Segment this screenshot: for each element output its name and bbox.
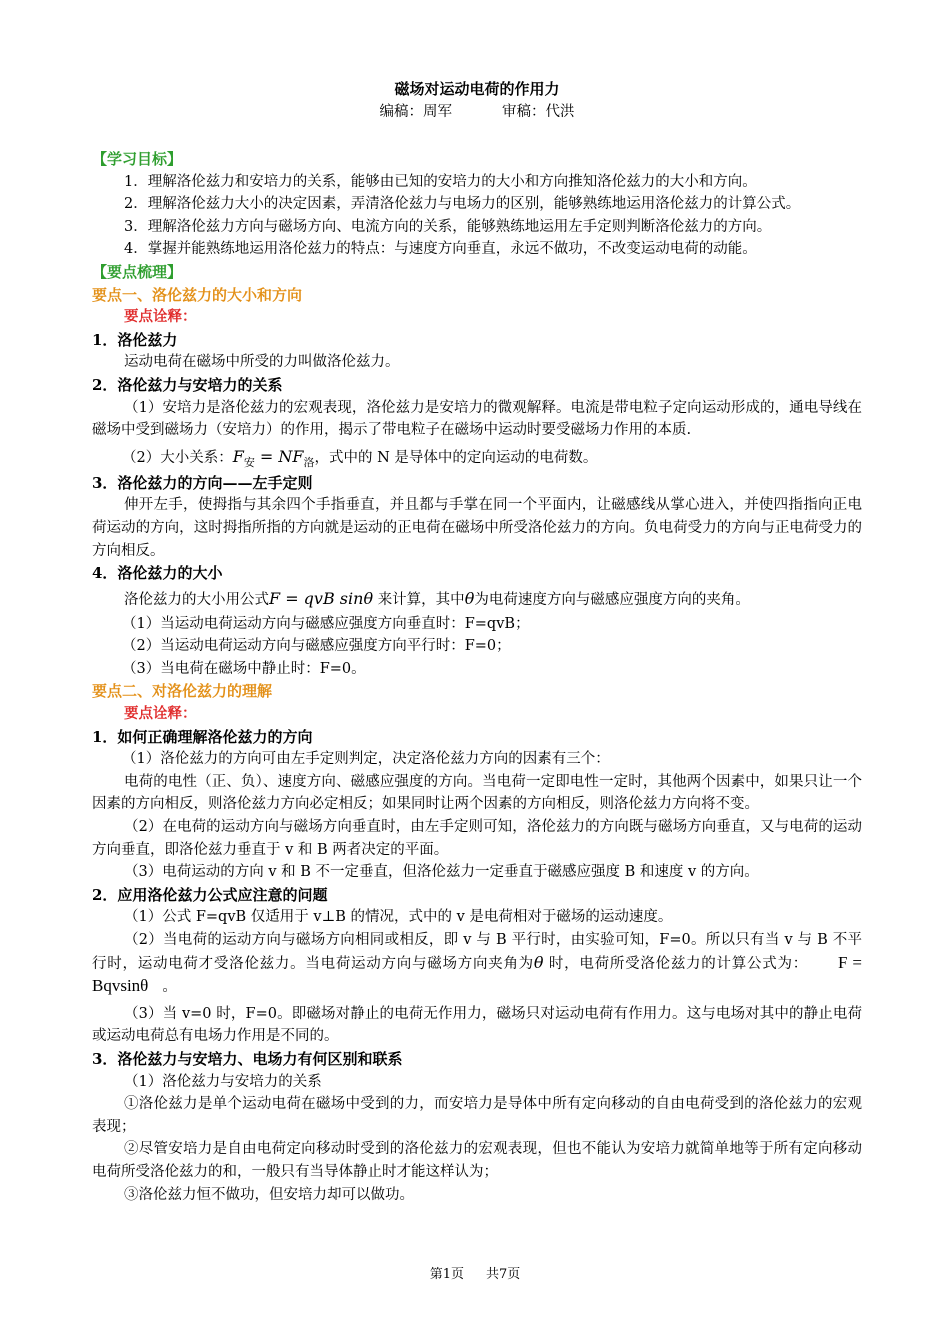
reviewer: 审稿：代洪	[502, 104, 575, 120]
goal-item-2: 2．理解洛伦兹力大小的决定因素，弄清洛伦兹力与电场力的区别，能够熟练地运用洛伦兹力的计算公式。	[124, 196, 801, 213]
key-point-2-title: 要点二、对洛伦兹力的理解	[92, 682, 273, 701]
goals-heading: 【学习目标】	[92, 150, 183, 168]
goal-item-1: 1．理解洛伦兹力和安培力的关系，能够由已知的安培力的大小和方向推知洛伦兹力的大小和方向。	[124, 173, 757, 190]
ampere-relation-formula: $F_安 = NF_洛$	[232, 446, 315, 469]
understand-direction-p1b: 电荷的电性（正、负）、速度方向、磁感应强度的方向。当电荷一定即电性一定时，其他两个因素中，如果只让一个因素的方向相反，则洛伦兹力方向必定相反；如果同时让两个因素的方向相反，则洛伦兹力方向将不变。	[92, 773, 862, 813]
section-direction-title: 3．洛伦兹力的方向——左手定则	[92, 473, 313, 492]
section-magnitude-text: 洛伦兹力的大小用公式F = qvB sinθ 来计算，其中θ为电荷速度方向与磁感应强度方向的夹角。	[124, 588, 750, 608]
bqv-formula: F = Bqvsinθ	[92, 952, 862, 996]
formula-notes-p3: （3）当 v=0 时，F=0。即磁场对静止的电荷无作用力，磁场只对运动电荷有作用力。这与电场对其中的静止电荷或运动电荷总有电场力作用是不同的。	[92, 1005, 862, 1045]
key-point-2-explain-label: 要点诠释：	[124, 705, 197, 723]
section-relation-p1: （1）安培力是洛伦兹力的宏观表现，洛伦兹力是安培力的微观解释。电流是带电粒子定向运动形成的，通电导线在磁场中受到磁场力（安培力）的作用，揭示了带电粒子在磁场中运动时要受磁场力作用的本质.	[92, 399, 862, 439]
section-relation-title: 2．洛伦兹力与安培力的关系	[92, 375, 283, 394]
understand-direction-p2: （2）在电荷的运动方向与磁场方向垂直时，由左手定则可知，洛伦兹力的方向既与磁场方向垂直，又与电荷的运动方向垂直，即洛伦兹力垂直于 v 和 B 两者决定的平面。	[92, 819, 862, 858]
document-title: 磁场对运动电荷的作用力	[394, 80, 560, 98]
section-compare-title: 3．洛伦兹力与安培力、电场力有何区别和联系	[92, 1049, 403, 1068]
section-magnitude-title: 4．洛伦兹力的大小	[92, 564, 223, 583]
section-understand-direction-title: 1．如何正确理解洛伦兹力的方向	[92, 727, 313, 746]
author-line	[92, 100, 862, 124]
section-lorentz-force-title: 1．洛伦兹力	[92, 330, 178, 349]
summary-heading: 【要点梳理】	[92, 262, 183, 281]
theta-symbol: θ	[533, 952, 544, 972]
formula-notes-p1: （1）公式 F=qvB 仅适用于 v⊥B 的情况，式中的 v 是电荷相对于磁场的运动速度。	[124, 909, 673, 926]
compare-c2: ②尽管安培力是自由电荷定向移动时受到的洛伦兹力的宏观表现，但也不能认为安培力就简单地等于所有定向移动电荷所受洛伦兹力的和，一般只有当导体静止时才能这样认为；	[92, 1141, 862, 1180]
page-total: 共7页	[486, 1267, 521, 1282]
editor: 编稿：周军	[379, 104, 452, 120]
formula-notes-p2: （2）当电荷的运动方向与磁场方向相同或相反，即 v 与 B 平行时，由实验可知，F=0。所以只有当 v 与 B 不平行时，运动电荷才受洛伦兹力。当电荷运动方向与磁场方向夹角为θ 时，电荷所受洛伦兹力的计算公式为： F = Bqvsinθ 。	[92, 932, 862, 996]
goal-item-4: 4．掌握并能熟练地运用洛伦兹力的特点：与速度方向垂直，永远不做功，不改变运动电荷的动能。	[124, 241, 757, 258]
compare-c1: ①洛伦兹力是单个运动电荷在磁场中受到的力，而安培力是导体中所有定向移动的自由电荷受到的洛伦兹力的宏观表现；	[92, 1096, 862, 1135]
page-footer	[0, 1263, 950, 1282]
magnitude-case-1: （1）当运动电荷运动方向与磁感应强度方向垂直时：F=qvB；	[122, 615, 530, 632]
section-direction-text: 伸开左手，使拇指与其余四个手指垂直，并且都与手掌在同一个平面内，让磁感线从掌心进入，并使四指指向正电荷运动的方向，这时拇指所指的方向就是运动的正电荷在磁场中所受洛伦兹力的方向。负电荷受力的方向与正电荷受力的方向相反。	[92, 497, 862, 559]
understand-direction-p3: （3）电荷运动的方向 v 和 B 不一定垂直，但洛伦兹力一定垂直于磁感应强度 B 和速度 v 的方向。	[124, 864, 759, 881]
compare-p1: （1）洛伦兹力与安培力的关系	[124, 1073, 322, 1090]
key-point-1-title: 要点一、洛伦兹力的大小和方向	[92, 285, 303, 304]
section-lorentz-force-text: 运动电荷在磁场中所受的力叫做洛伦兹力。	[124, 354, 400, 371]
key-point-1-explain-label: 要点诠释：	[124, 308, 197, 326]
section-formula-notes-title: 2．应用洛伦兹力公式应注意的问题	[92, 885, 328, 904]
magnitude-case-2: （2）当运动电荷运动方向与磁感应强度方向平行时：F=0；	[122, 638, 511, 655]
magnitude-case-3: （3）当电荷在磁场中静止时：F=0。	[122, 660, 366, 677]
section-relation-p2: （2）大小关系：$F_安 = NF_洛$，式中的 N 是导体中的定向运动的电荷数。	[122, 446, 598, 469]
theta-symbol: θ	[464, 588, 475, 608]
page-number: 第1页	[429, 1267, 464, 1282]
lorentz-formula: F = qvB sinθ	[269, 588, 374, 608]
understand-direction-p1: （1）洛伦兹力的方向可由左手定则判定，决定洛伦兹力方向的因素有三个：	[122, 751, 610, 768]
compare-c3: ③洛伦兹力恒不做功，但安培力却可以做功。	[124, 1186, 414, 1203]
goal-item-3: 3．理解洛伦兹力方向与磁场方向、电流方向的关系，能够熟练地运用左手定则判断洛伦兹力的方向。	[124, 218, 772, 235]
